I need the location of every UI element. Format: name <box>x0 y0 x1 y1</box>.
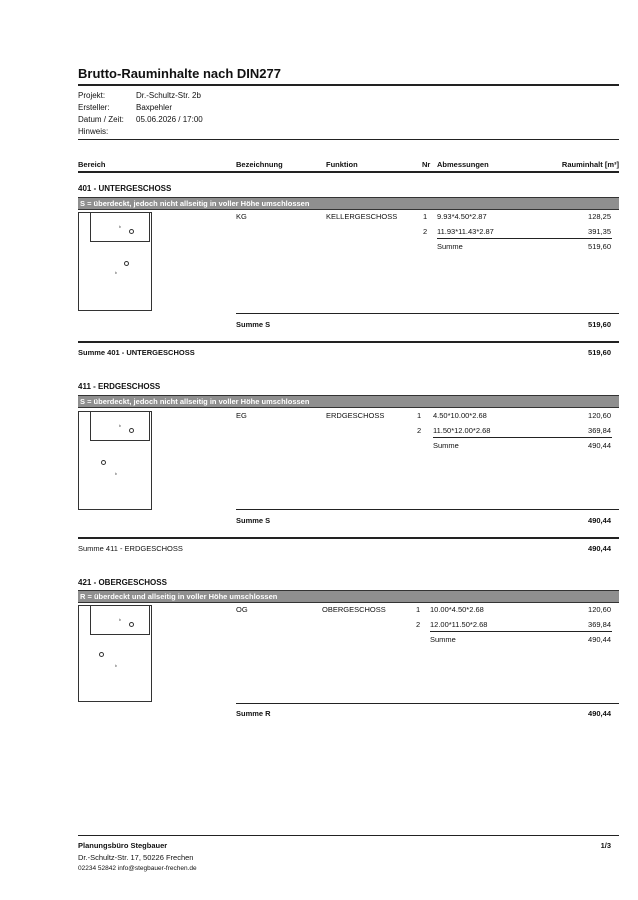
floor-plan-421: ᵇ ᵇ <box>78 605 152 702</box>
bezeichnung: OG <box>236 605 248 614</box>
funktion: ERDGESCHOSS <box>326 411 385 420</box>
row-nr: 1 <box>416 605 421 614</box>
col-rauminhalt: Rauminhalt [m³] <box>561 160 619 169</box>
col-bereich: Bereich <box>78 160 106 169</box>
row-dim: 11.93*11.43*2.87 <box>437 227 494 236</box>
section-band-411 <box>78 395 619 408</box>
section-total-label: Summe 411 - ERDGESCHOSS <box>78 544 183 553</box>
section-title-421: 421 - OBERGESCHOSS <box>78 578 167 587</box>
footer-rule <box>78 835 619 836</box>
funktion: OBERGESCHOSS <box>322 605 386 614</box>
meta-value-projekt: Dr.-Schultz-Str. 2b <box>136 91 201 100</box>
section-total-rule <box>78 537 619 539</box>
summe-label: Summe <box>430 635 456 644</box>
bezeichnung: KG <box>236 212 247 221</box>
meta-rule <box>78 139 619 140</box>
page-number: 1/3 <box>600 841 611 850</box>
summe-value: 519,60 <box>588 242 611 251</box>
bezeichnung: EG <box>236 411 247 420</box>
section-total-label: Summe 401 - UNTERGESCHOSS <box>78 348 195 357</box>
section-band-421 <box>78 590 619 603</box>
section-title-401: 401 - UNTERGESCHOSS <box>78 184 172 193</box>
row-dim: 12.00*11.50*2.68 <box>430 620 488 629</box>
summe-s-label: Summe S <box>236 320 271 329</box>
band-text: S = überdeckt, jedoch nicht allseitig in voller Höhe umschlossen <box>80 397 310 406</box>
summe-value: 490,44 <box>588 441 611 450</box>
page-title: Brutto-Rauminhalte nach DIN277 <box>78 66 281 81</box>
row-nr: 2 <box>416 620 421 629</box>
col-abmessungen: Abmessungen <box>437 160 489 169</box>
summe-r-rule <box>236 703 619 704</box>
summe-value: 490,44 <box>588 635 611 644</box>
band-text: R = überdeckt und allseitig in voller Höhe umschlossen <box>80 592 278 601</box>
row-value: 369,84 <box>588 620 611 629</box>
section-total-value: 519,60 <box>588 348 611 357</box>
row-value: 369,84 <box>588 426 611 435</box>
meta-key-hinweis: Hinweis: <box>78 127 109 136</box>
summe-s-value: 519,60 <box>588 320 611 329</box>
meta-value-ersteller: Baxpehler <box>136 103 173 112</box>
plan-marker <box>99 652 104 657</box>
row-dim: 4.50*10.00*2.68 <box>433 411 487 420</box>
section-total-value: 490,44 <box>588 544 611 553</box>
section-total-rule <box>78 341 619 343</box>
row-value: 120,60 <box>588 411 611 420</box>
summe-s-label: Summe S <box>236 516 271 525</box>
title-rule <box>78 84 619 86</box>
header-rule <box>78 171 619 173</box>
summe-label: Summe <box>437 242 463 251</box>
row-nr: 2 <box>423 227 428 236</box>
row-value: 120,60 <box>588 605 611 614</box>
floor-plan-401: ᵇ ᵇ <box>78 212 152 311</box>
row-nr: 1 <box>423 212 428 221</box>
summe-r-label: Summe R <box>236 709 271 718</box>
row-dim: 10.00*4.50*2.68 <box>430 605 484 614</box>
band-text: S = überdeckt, jedoch nicht allseitig in voller Höhe umschlossen <box>80 199 310 208</box>
col-nr: Nr <box>422 160 431 169</box>
summe-r-value: 490,44 <box>588 709 611 718</box>
plan-marker <box>129 229 134 234</box>
section-title-411: 411 - ERDGESCHOSS <box>78 382 161 391</box>
summe-s-value: 490,44 <box>588 516 611 525</box>
footer-contact: 02234 52842 info@stegbauer-frechen.de <box>78 865 197 872</box>
col-bezeichnung: Bezeichnung <box>236 160 283 169</box>
summe-s-rule <box>236 509 619 510</box>
subtotal-rule <box>430 631 612 632</box>
plan-marker <box>129 428 134 433</box>
row-nr: 1 <box>417 411 422 420</box>
col-funktion: Funktion <box>326 160 358 169</box>
funktion: KELLERGESCHOSS <box>326 212 398 221</box>
row-nr: 2 <box>417 426 422 435</box>
meta-key-projekt: Projekt: <box>78 91 106 100</box>
plan-marker <box>129 622 134 627</box>
meta-key-datum: Datum / Zeit: <box>78 115 124 124</box>
floor-plan-411: ᵇ ᵇ <box>78 411 152 510</box>
footer-address: Dr.-Schultz-Str. 17, 50226 Frechen <box>78 853 194 862</box>
row-dim: 9.93*4.50*2.87 <box>437 212 487 221</box>
summe-label: Summe <box>433 441 459 450</box>
summe-s-rule <box>236 313 619 314</box>
row-value: 128,25 <box>588 212 611 221</box>
footer-company: Planungsbüro Stegbauer <box>78 841 168 850</box>
plan-marker <box>124 261 129 266</box>
subtotal-rule <box>437 238 612 239</box>
row-value: 391,35 <box>588 227 611 236</box>
row-dim: 11.50*12.00*2.68 <box>433 426 491 435</box>
subtotal-rule <box>433 437 612 438</box>
meta-key-ersteller: Ersteller: <box>78 103 110 112</box>
section-band-401 <box>78 197 619 210</box>
plan-marker <box>101 460 106 465</box>
meta-value-datum: 05.06.2026 / 17:00 <box>136 115 203 124</box>
